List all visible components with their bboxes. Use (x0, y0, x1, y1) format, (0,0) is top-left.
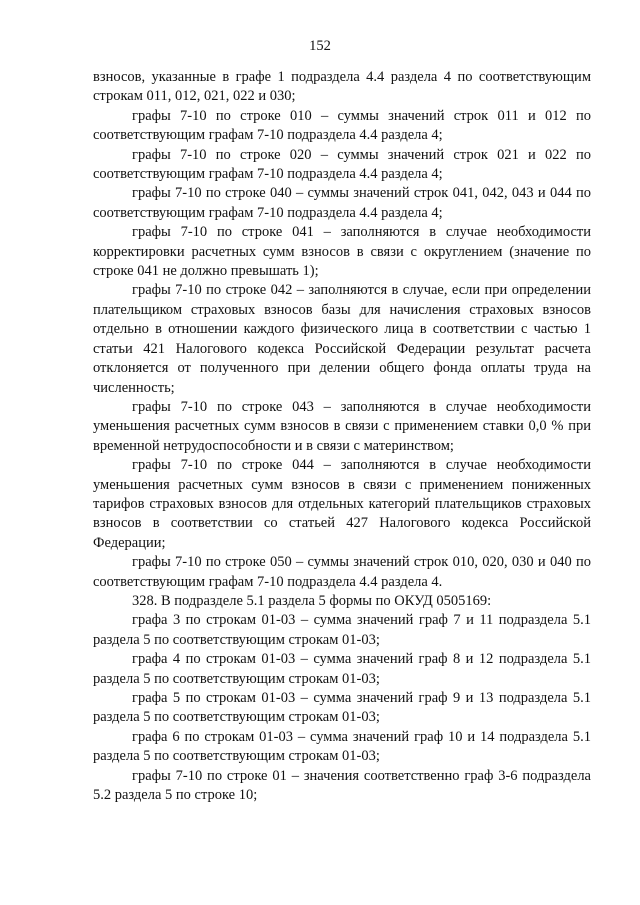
paragraph: графа 3 по строкам 01-03 – сумма значений граф 7 и 11 подраздела 5.1 раздела 5 по соответствующим строкам 01-03; (93, 612, 591, 648)
paragraph: графа 5 по строкам 01-03 – сумма значений граф 9 и 13 подраздела 5.1 раздела 5 по соответствующим строкам 01-03; (93, 690, 591, 726)
paragraph: графы 7-10 по строке 044 – заполняются в случае необходимости уменьшения расчетных сумм взносов в связи с применением пониженных тарифов страховых взносов для отдельных категорий плательщиков страховых взносов в соответствии со статьей 427 Налогового кодекса Российской Федерации; (93, 457, 591, 551)
paragraph: графы 7-10 по строке 01 – значения соответственно граф 3-6 подраздела 5.2 раздела 5 по строке 10; (93, 767, 591, 804)
paragraph: графа 4 по строкам 01-03 – сумма значений граф 8 и 12 подраздела 5.1 раздела 5 по соответствующим строкам 01-03; (93, 651, 591, 687)
paragraph: графы 7-10 по строке 020 – суммы значений строк 021 и 022 по соответствующим графам 7-10 подраздела 4.4 раздела 4; (93, 146, 591, 183)
paragraph: графы 7-10 по строке 050 – суммы значений строк 010, 020, 030 и 040 по соответствующим графам 7-10 подраздела 4.4 раздела 4. (93, 554, 591, 590)
paragraph: графы 7-10 по строке 010 – суммы значений строк 011 и 012 по соответствующим графам 7-10 подраздела 4.4 раздела 4; (93, 107, 591, 144)
paragraph: графы 7-10 по строке 041 – заполняются в случае необходимости корректировки расчетных сумм взносов в связи с округлением (значение по строке 041 не должно превышать 1); (93, 224, 591, 280)
paragraph: графы 7-10 по строке 043 – заполняются в случае необходимости уменьшения расчетных сумм взносов в связи с применением ставки 0,0 % при временной нетрудоспособности и в связи с материнством; (93, 398, 591, 454)
section-paragraph: 328. В подразделе 5.1 раздела 5 формы по ОКУД 0505169: (132, 592, 492, 609)
paragraph: графы 7-10 по строке 042 – заполняются в случае, если при определении плательщиком страховых взносов базы для начисления страховых взносов отдельно в отношении каждого физического лица в соответствии с частью 1 статьи 421 Налогового кодекса Российской Федерации результат расчета отклоняется от полученного при делении общего фонда оплаты труда на численность; (93, 282, 591, 396)
paragraph: взносов, указанные в графе 1 подраздела 4.4 раздела 4 по соответствующим строкам 011, 012, 021, 022 и 030; (93, 69, 591, 105)
paragraph: графа 6 по строкам 01-03 – сумма значений граф 10 и 14 подраздела 5.1 раздела 5 по соответствующим строкам 01-03; (93, 728, 591, 765)
document-body (93, 68, 591, 805)
paragraph: графы 7-10 по строке 040 – суммы значений строк 041, 042, 043 и 044 по соответствующим графам 7-10 подраздела 4.4 раздела 4; (93, 185, 591, 221)
page-number: 152 (309, 38, 331, 54)
